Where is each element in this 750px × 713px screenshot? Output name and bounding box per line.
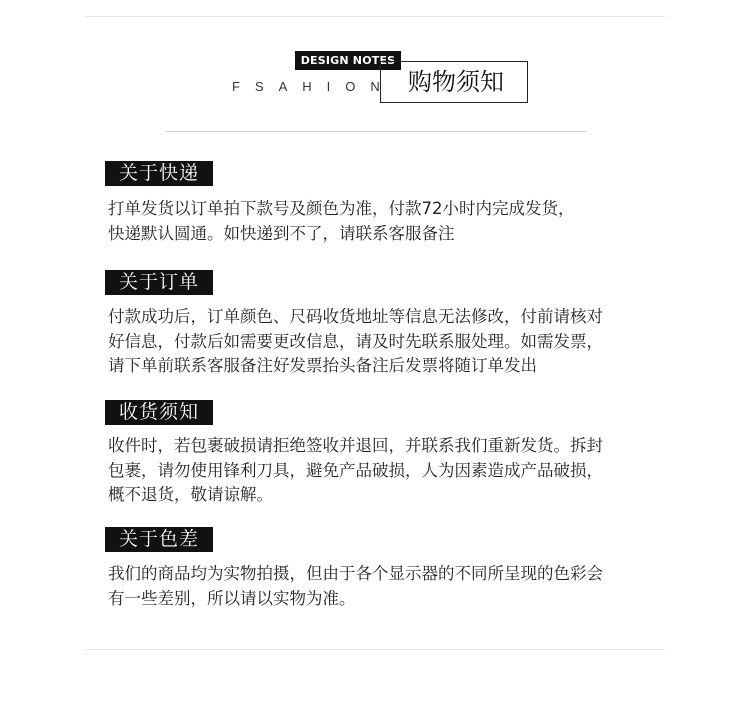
section-heading-order: 关于订单 bbox=[105, 270, 213, 295]
body-line: 我们的商品均为实物拍摄，但由于各个显示器的不同所呈现的色彩会 bbox=[108, 564, 603, 583]
bottom-divider bbox=[85, 649, 665, 650]
body-line: 概不退货，敬请谅解。 bbox=[108, 485, 273, 504]
body-line: 快递默认圆通。如快递到不了，请联系客服备注 bbox=[108, 223, 455, 243]
body-line: 打单发货以订单拍下款号及颜色为准，付款72小时内完成发货， bbox=[108, 199, 575, 218]
section-body-express bbox=[108, 197, 668, 246]
section-body-order bbox=[108, 305, 668, 379]
body-line: 包裹，请勿使用锋利刀具，避免产品破损，人为因素造成产品破损， bbox=[108, 460, 603, 480]
section-heading-color: 关于色差 bbox=[105, 527, 213, 552]
design-notes-badge: DESIGN NOTES bbox=[295, 51, 401, 70]
section-heading-receiving: 收货须知 bbox=[105, 400, 213, 425]
body-line: 付款成功后，订单颜色、尺码收货地址等信息无法修改，付前请核对 bbox=[108, 307, 603, 326]
section-heading-express: 关于快递 bbox=[105, 161, 213, 186]
header-divider bbox=[166, 131, 586, 132]
body-line: 收件时，若包裹破损请拒绝签收并退回，并联系我们重新发货。拆封 bbox=[108, 436, 603, 455]
body-line: 有一些差别，所以请以实物为准。 bbox=[108, 588, 356, 608]
top-divider bbox=[85, 16, 665, 17]
section-body-color bbox=[108, 562, 668, 611]
page-title: 购物须知 bbox=[408, 68, 504, 96]
body-line: 好信息，付款后如需要更改信息，请及时先联系服处理。如需发票， bbox=[108, 331, 603, 351]
section-body-receiving bbox=[108, 434, 668, 508]
header-subtitle: FSAHION bbox=[232, 79, 395, 94]
body-line: 请下单前联系客服备注好发票抬头备注后发票将随订单发出 bbox=[108, 356, 537, 375]
